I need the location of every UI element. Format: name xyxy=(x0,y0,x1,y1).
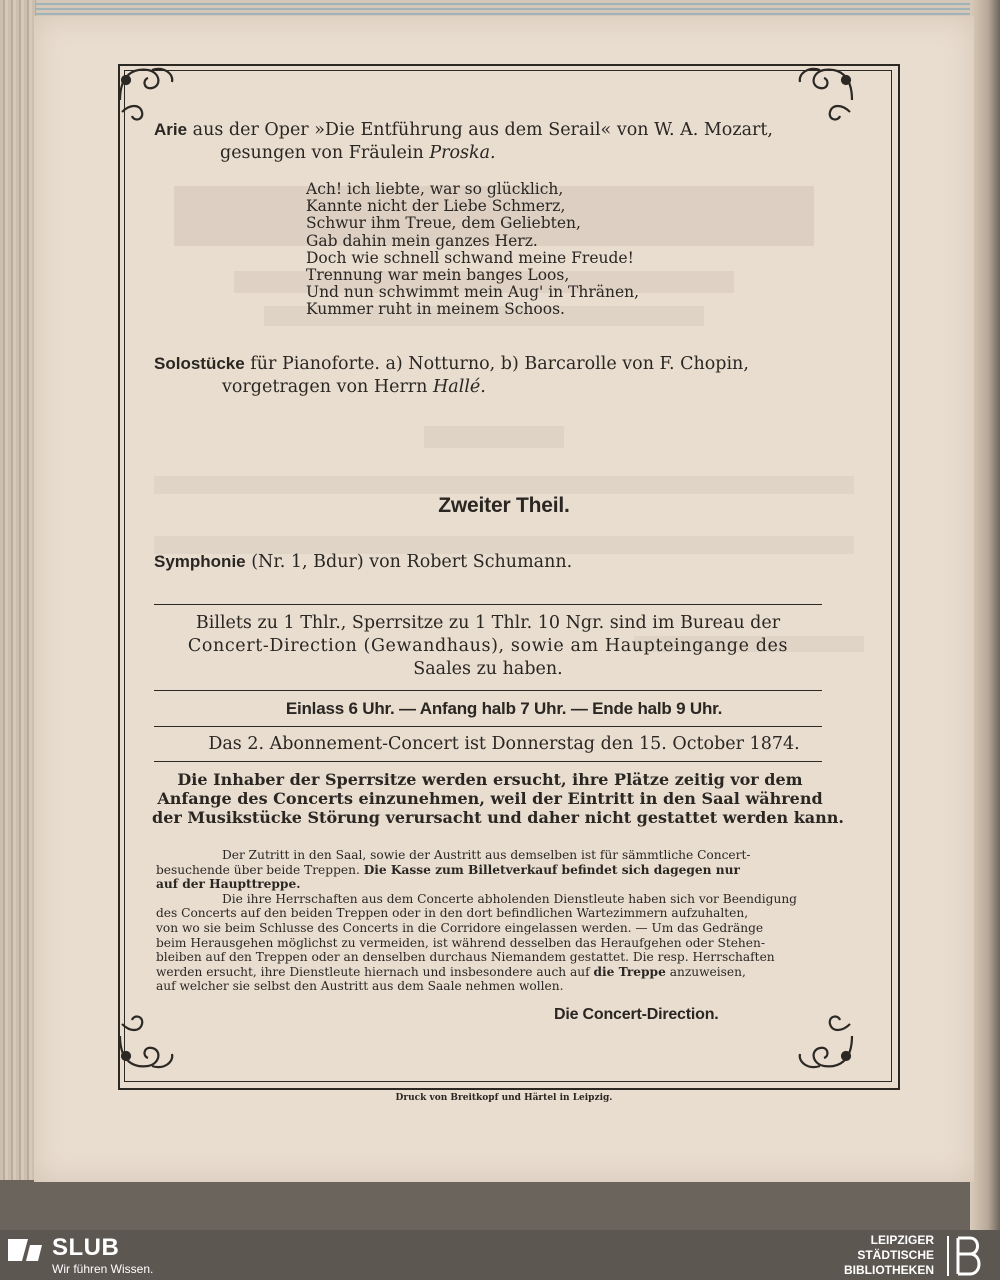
lyric-line: Kannte nicht der Liebe Schmerz, xyxy=(306,197,566,216)
fine-print xyxy=(156,848,828,994)
fine-print-text: besuchende über beide Treppen. xyxy=(156,862,360,877)
footer-bar xyxy=(0,1230,1000,1280)
fine-print-emphasis: auf der Haupttreppe. xyxy=(156,877,301,892)
solo-performer-prefix: vorgetragen von Herrn xyxy=(222,377,428,397)
signature: Die Concert-Direction. xyxy=(554,1006,719,1023)
notice-line: Anfange des Concerts einzunehmen, weil der Eintritt in den Saal während xyxy=(157,789,823,808)
lyric-line: Und nun schwimmt mein Aug' in Thränen, xyxy=(306,283,640,302)
library-name-line: STÄDTISCHE xyxy=(857,1248,934,1262)
corner-ornament-icon xyxy=(112,1006,182,1076)
slub-tagline: Wir führen Wissen. xyxy=(52,1262,154,1276)
fine-print-line: des Concerts auf den beiden Treppen oder in den dort befindlichen Wartezimmern aufzuhalten, xyxy=(156,906,749,921)
ticket-line: Saales zu haben. xyxy=(413,659,563,679)
document-page xyxy=(34,16,974,1182)
next-concert-info: Das 2. Abonnement-Concert ist Donnerstag den 15. October 1874. xyxy=(208,734,800,754)
lyric-line: Doch wie schnell schwand meine Freude! xyxy=(306,248,634,267)
symphonie-text: (Nr. 1, Bdur) von Robert Schumann. xyxy=(251,552,573,572)
fine-print-line: Der Zutritt in den Saal, sowie der Austritt aus demselben ist für sämmtliche Concert- xyxy=(222,848,751,862)
arie-label: Arie xyxy=(154,120,188,139)
seating-notice xyxy=(152,770,844,827)
book-right-edge xyxy=(970,0,1000,1230)
library-name xyxy=(794,1233,934,1278)
fine-print-emphasis: die Treppe xyxy=(593,964,666,979)
lyric-line: Trennung war mein banges Loos, xyxy=(306,266,570,285)
arie-singer-prefix: gesungen von Fräulein xyxy=(220,143,424,163)
library-name-line: LEIPZIGER xyxy=(870,1233,934,1247)
arie-singer xyxy=(220,142,496,165)
ticket-line: Billets zu 1 Thlr., Sperrsitze zu 1 Thlr. 10 Ngr. sind im Bureau der xyxy=(195,613,781,633)
lyric-line: Ach! ich liebte, war so glücklich, xyxy=(306,180,564,198)
fine-print-line: beim Herausgehen möglichst zu vermeiden, ist während desselben das Heraufgehen oder Stehen- xyxy=(156,935,765,950)
divider xyxy=(154,761,822,762)
library-logo-icon xyxy=(946,1234,988,1278)
fine-print-line: von wo sie beim Schlusse des Concerts in die Corridore eingelassen werden. — Um das Gedränge xyxy=(156,920,764,935)
ticket-line: Concert-Direction (Gewandhaus), sowie am Haupteingange des xyxy=(187,636,789,656)
slub-logo-icon xyxy=(6,1237,44,1263)
arie-entry xyxy=(154,118,773,142)
divider xyxy=(154,690,822,691)
fine-print-line: bleiben auf den Treppen oder an denselben durchaus Niemandem gestattet. Die resp. Herrschaften xyxy=(156,950,775,965)
solo-entry xyxy=(154,352,749,376)
corner-ornament-icon xyxy=(790,1006,860,1076)
fine-print-line: auf welcher sie selbst den Austritt aus dem Saale nehmen wollen. xyxy=(156,979,564,994)
notice-line: der Musikstücke Störung verursacht und daher nicht gestattet werden kann. xyxy=(152,808,844,827)
library-name-line: BIBLIOTHEKEN xyxy=(844,1263,934,1277)
lyric-line: Kummer ruht in meinem Schoos. xyxy=(306,300,565,319)
times-info: Einlass 6 Uhr. — Anfang halb 7 Uhr. — Ende halb 9 Uhr. xyxy=(285,699,723,718)
fine-print-line: Die ihre Herrschaften aus dem Concerte abholenden Dienstleute haben sich vor Beendigung xyxy=(222,891,797,906)
fine-print-emphasis: Die Kasse zum Billetverkauf befindet sich dagegen nur xyxy=(363,862,740,877)
symphonie-label: Symphonie xyxy=(154,552,246,571)
solo-performer xyxy=(222,376,486,399)
solo-performer-name: Hallé. xyxy=(433,377,486,397)
solo-text: für Pianoforte. a) Notturno, b) Barcarolle von F. Chopin, xyxy=(250,354,749,374)
arie-singer-name: Proska. xyxy=(429,143,496,163)
printer-imprint: Druck von Breitkopf und Härtel in Leipzig. xyxy=(395,1093,613,1103)
slub-name: SLUB xyxy=(52,1234,120,1261)
section-heading: Zweiter Theil. xyxy=(438,494,570,517)
aria-lyrics xyxy=(306,181,639,319)
divider xyxy=(154,726,822,727)
arie-text: aus der Oper »Die Entführung aus dem Serail« von W. A. Mozart, xyxy=(192,120,773,140)
lyric-line: Gab dahin mein ganzes Herz. xyxy=(306,231,538,250)
book-left-edge xyxy=(0,0,36,1180)
symphonie-entry xyxy=(154,550,572,574)
fine-print-text: werden ersucht, ihre Dienstleute hiernach und insbesondere auch auf xyxy=(156,964,590,979)
divider xyxy=(154,604,822,605)
ticket-info xyxy=(152,612,824,681)
solo-label: Solostücke xyxy=(154,354,245,373)
lyric-line: Schwur ihm Treue, dem Geliebten, xyxy=(306,214,581,233)
corner-ornament-icon xyxy=(790,60,860,130)
notice-line: Die Inhaber der Sperrsitze werden ersucht, ihre Plätze zeitig vor dem xyxy=(177,770,803,789)
fine-print-text: anzuweisen, xyxy=(669,964,746,979)
